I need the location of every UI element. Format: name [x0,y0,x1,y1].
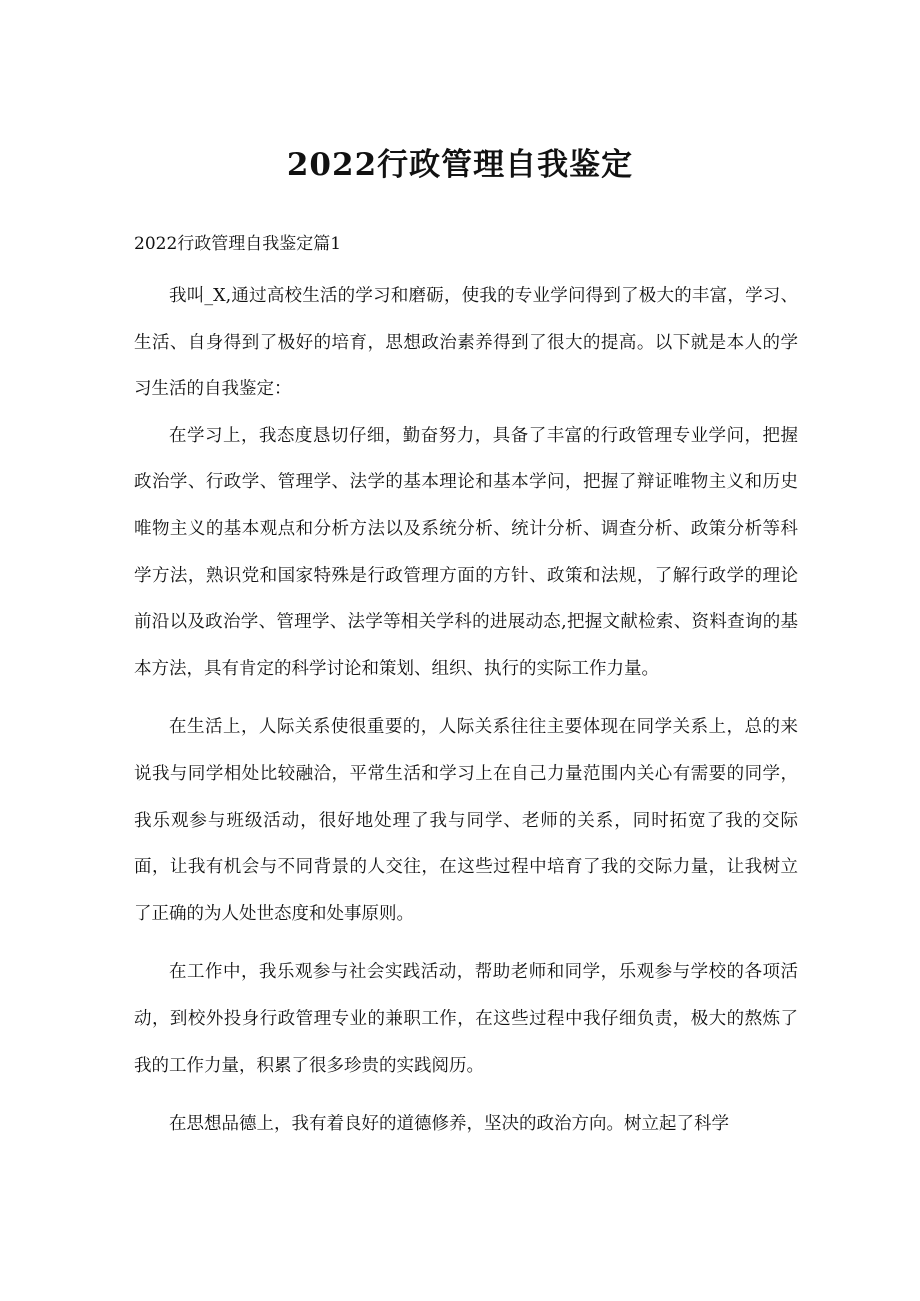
paragraph-intro: 我叫_X,通过高校生活的学习和磨砺，使我的专业学问得到了极大的丰富，学习、生活、自身得到了极好的培育，思想政治素养得到了很大的提高。以下就是本人的学习生活的自我鉴定： [134,286,798,400]
paragraph-life: 在生活上，人际关系使很重要的，人际关系往往主要体现在同学关系上，总的来说我与同学相处比较融洽，平常生活和学习上在自己力量范围内关心有需要的同学，我乐观参与班级活动，很好地处理了我与同学、老师的关系，同时拓宽了我的交际面，让我有机会与不同背景的人交往，在这些过程中培育了我的交际力量，让我树立了正确的为人处世态度和处事原则。 [134,717,798,924]
paragraph-study: 在学习上，我态度恳切仔细，勤奋努力，具备了丰富的行政管理专业学问，把握政治学、行政学、管理学、法学的基本理论和基本学问，把握了辩证唯物主义和历史唯物主义的基本观点和分析方法以及系统分析、统计分析、调查分析、政策分析等科学方法，熟识党和国家特殊是行政管理方面的方针、政策和法规，了解行政学的理论前沿以及政治学、管理学、法学等相关学科的进展动态,把握文献检索、资料查询的基本方法，具有肯定的科学讨论和策划、组织、执行的实际工作力量。 [134,425,798,679]
paragraph-morality: 在思想品德上，我有着良好的道德修养，坚决的政治方向。树立起了科学 [169,1114,729,1135]
document-title: 2022行政管理自我鉴定 [286,147,634,183]
document-body [134,273,798,1148]
section-heading: 2022行政管理自我鉴定篇1 [134,234,342,254]
paragraph-work: 在工作中，我乐观参与社会实践活动，帮助老师和同学，乐观参与学校的各项活动，到校外投身行政管理专业的兼职工作，在这些过程中我仔细负责，极大的熬炼了我的工作力量，积累了很多珍贵的实践阅历。 [134,962,798,1076]
